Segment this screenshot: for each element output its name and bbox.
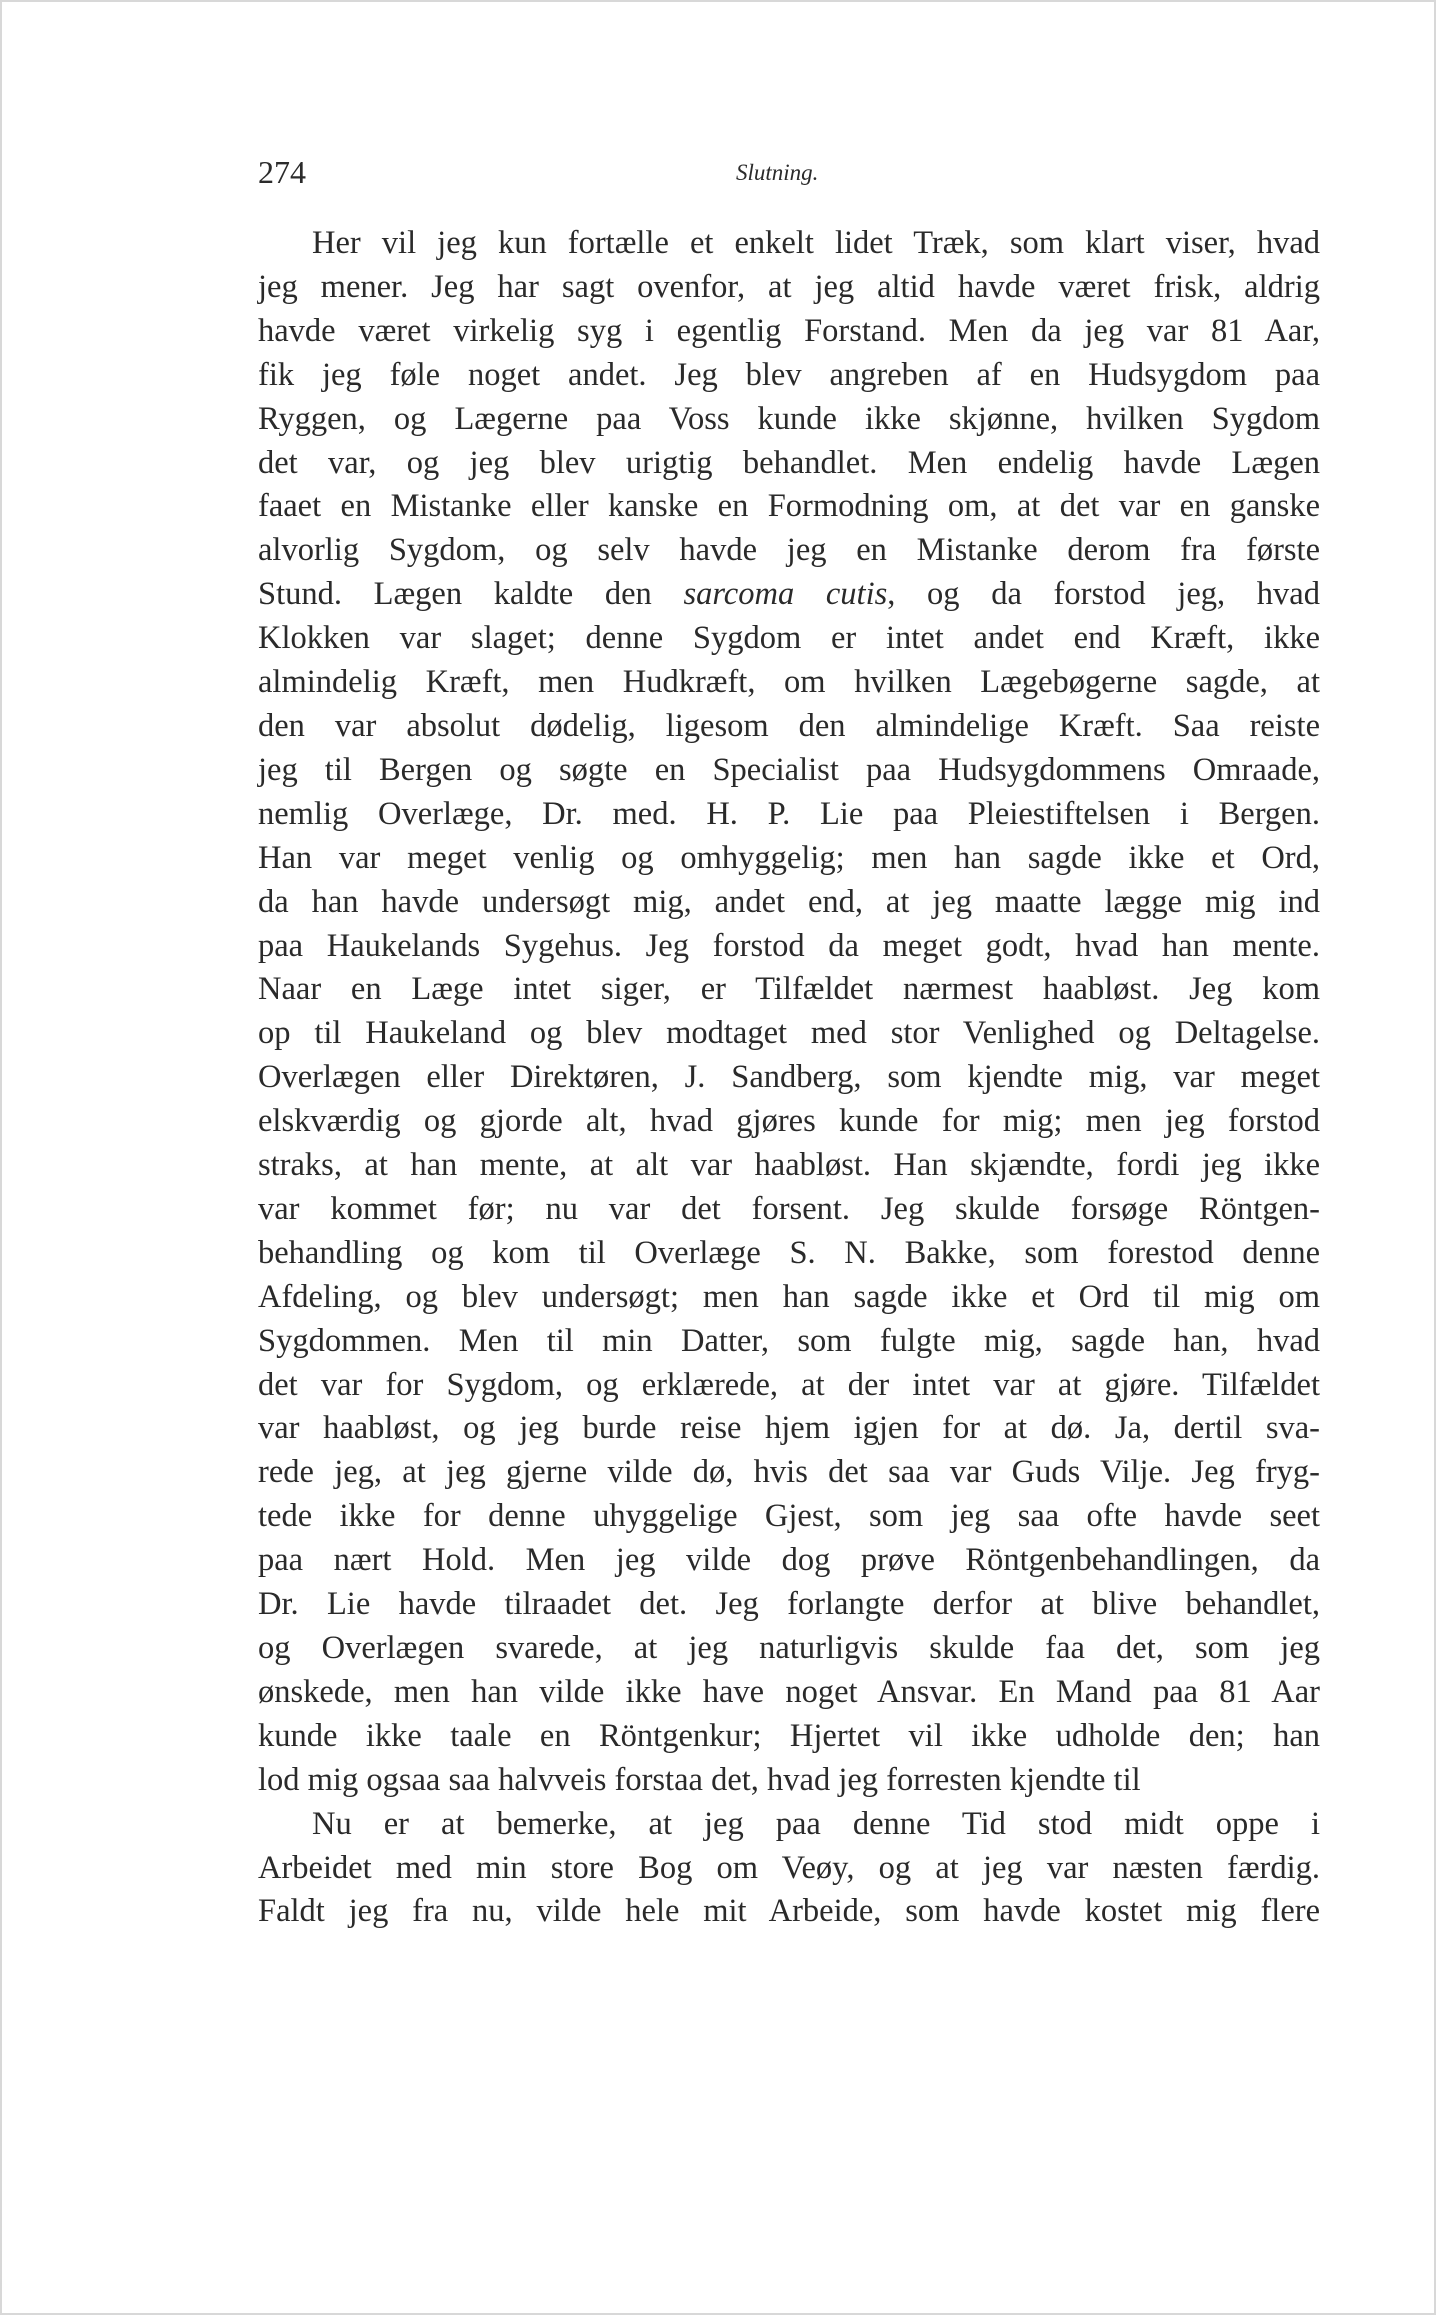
text-line: paa Haukelands Sygehus. Jeg forstod da meget godt, hvad han mente. [258, 927, 1320, 964]
text-line: Nu er at bemerke, at jeg paa denne Tid stod midt oppe i [312, 1805, 1320, 1842]
text-line: Overlægen eller Direktøren, J. Sandberg, som kjendte mig, var meget [258, 1059, 1320, 1096]
italic-term: sarcoma cutis [683, 576, 888, 613]
text-line: tede ikke for denne uhyggelige Gjest, som jeg saa ofte havde seet [258, 1498, 1320, 1535]
text-line: ønskede, men han vilde ikke have noget Ansvar. En Mand paa 81 Aar [258, 1673, 1320, 1710]
text-line: jeg til Bergen og søgte en Specialist paa Hudsygdommens Omraade, [258, 751, 1320, 788]
text-line: fik jeg føle noget andet. Jeg blev angreben af en Hudsygdom paa [258, 356, 1320, 393]
text-line: straks, at han mente, at alt var haabløst. Han skjændte, fordi jeg ikke [258, 1147, 1320, 1184]
text-line: var kommet før; nu var det forsent. Jeg skulde forsøge Röntgen- [258, 1190, 1320, 1227]
text-line: rede jeg, at jeg gjerne vilde dø, hvis det saa var Guds Vilje. Jeg fryg- [258, 1454, 1320, 1491]
text-line: da han havde undersøgt mig, andet end, at jeg maatte lægge mig ind [258, 883, 1320, 920]
text-line: paa nært Hold. Men jeg vilde dog prøve Röntgenbehandlingen, da [258, 1542, 1320, 1579]
text-line: jeg mener. Jeg har sagt ovenfor, at jeg altid havde været frisk, aldrig [258, 268, 1320, 305]
text-line: faaet en Mistanke eller kanske en Formodning om, at det var en ganske [258, 488, 1320, 525]
text-line: Faldt jeg fra nu, vilde hele mit Arbeide, som havde kostet mig flere [258, 1893, 1320, 1930]
text-line: Naar en Læge intet siger, er Tilfældet nærmest haabløst. Jeg kom [258, 971, 1320, 1008]
text-line: det var, og jeg blev urigtig behandlet. Men endelig havde Lægen [258, 444, 1320, 481]
text-segment: , og da forstod jeg, hvad [887, 576, 1320, 613]
text-line: lod mig ogsaa saa halvveis forstaa det, hvad jeg forresten kjendte til [258, 1761, 1141, 1798]
text-line: Sygdommen. Men til min Datter, som fulgte mig, sagde han, hvad [258, 1322, 1320, 1359]
text-line: og Overlægen svarede, at jeg naturligvis skulde faa det, som jeg [258, 1630, 1320, 1666]
paragraph [258, 1803, 1320, 1935]
text-line: Arbeidet med min store Bog om Veøy, og at jeg var næsten færdig. [258, 1849, 1320, 1886]
text-line: Her vil jeg kun fortælle et enkelt lidet Træk, som klart viser, hvad [312, 225, 1320, 261]
running-head: Slutning. [736, 160, 819, 185]
text-line: Afdeling, og blev undersøgt; men han sagde ikke et Ord til mig om [258, 1278, 1320, 1315]
text-line: det var for Sygdom, og erklærede, at der intet var at gjøre. Tilfældet [258, 1366, 1320, 1403]
text-line: var haabløst, og jeg burde reise hjem igjen for at dø. Ja, dertil sva- [258, 1410, 1320, 1447]
text-line: Dr. Lie havde tilraadet det. Jeg forlangte derfor at blive behandlet, [258, 1586, 1320, 1623]
body-text [258, 222, 1320, 1934]
text-line: Han var meget venlig og omhyggelig; men han sagde ikke et Ord, [258, 839, 1320, 876]
text-line: nemlig Overlæge, Dr. med. H. P. Lie paa Pleiestiftelsen i Bergen. [258, 795, 1320, 832]
text-line: kunde ikke taale en Röntgenkur; Hjertet vil ikke udholde den; han [258, 1717, 1320, 1754]
text-line: Klokken var slaget; denne Sygdom er intet andet end Kræft, ikke [258, 620, 1320, 657]
text-line: den var absolut dødelig, ligesom den almindelige Kræft. Saa reiste [258, 707, 1320, 744]
text-line: alvorlig Sygdom, og selv havde jeg en Mistanke derom fra første [258, 532, 1320, 569]
text-line: havde været virkelig syg i egentlig Forstand. Men da jeg var 81 Aar, [258, 312, 1320, 349]
text-line: elskværdig og gjorde alt, hvad gjøres kunde for mig; men jeg forstod [258, 1103, 1320, 1140]
text-line: almindelig Kræft, men Hudkræft, om hvilken Lægebøgerne sagde, at [258, 664, 1320, 701]
text-line: behandling og kom til Overlæge S. N. Bakke, som forestod denne [258, 1234, 1320, 1271]
page-number: 274 [258, 154, 306, 190]
page-header [258, 154, 1318, 204]
text-line: Ryggen, og Lægerne paa Voss kunde ikke skjønne, hvilken Sygdom [258, 400, 1320, 437]
text-line [258, 573, 1320, 617]
text-segment: Stund. Lægen kaldte den [258, 576, 684, 613]
text-line: op til Haukeland og blev modtaget med stor Venlighed og Deltagelse. [258, 1015, 1320, 1052]
paragraph [258, 222, 1320, 1803]
